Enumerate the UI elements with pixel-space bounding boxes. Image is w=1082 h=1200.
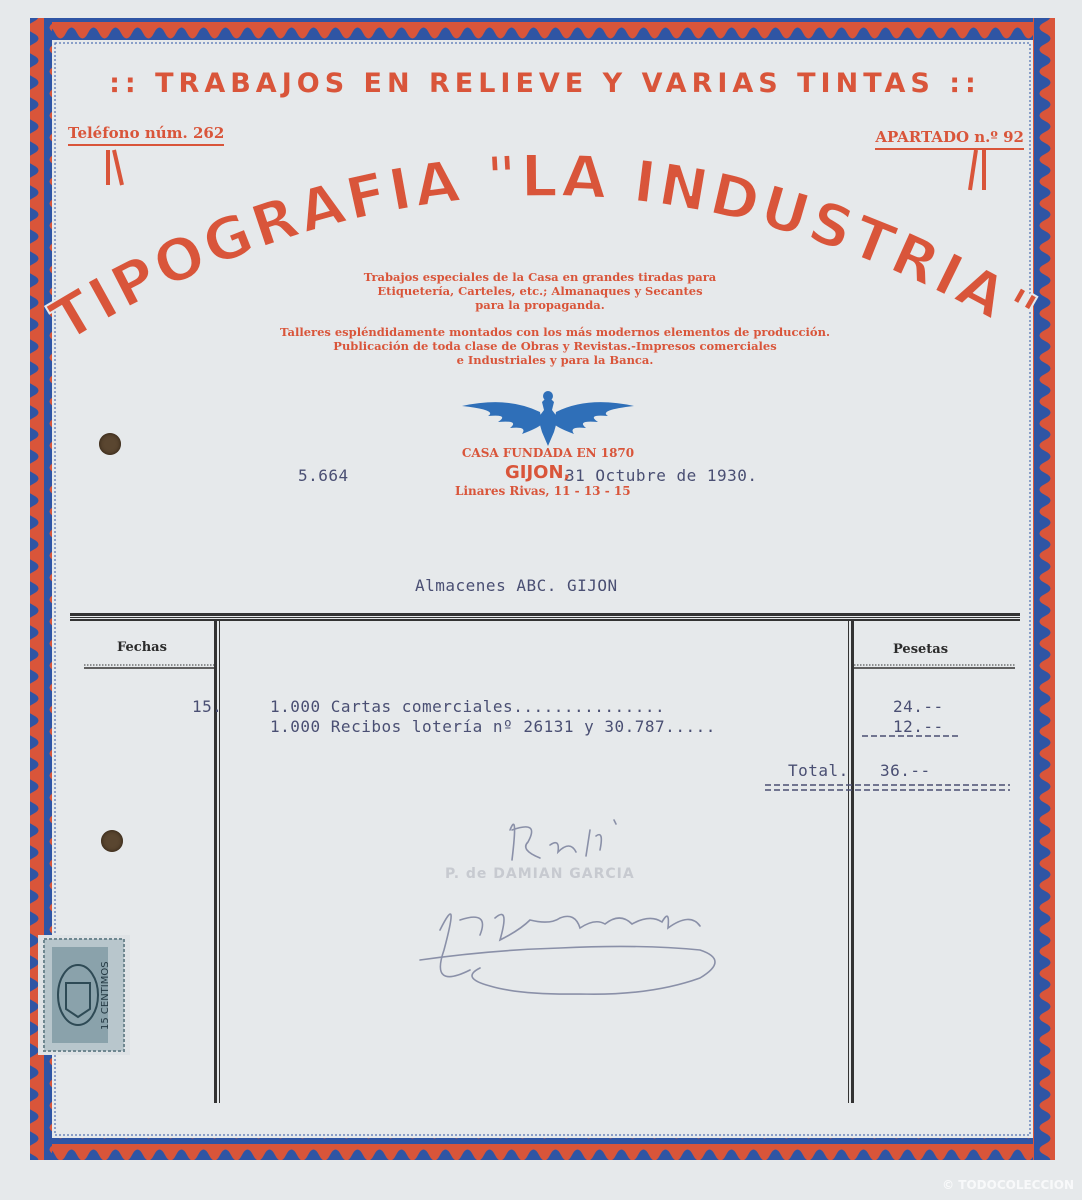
line-date: 15. <box>192 697 223 716</box>
line-amount: 12.-- <box>893 717 944 736</box>
city: GIJON, <box>505 462 571 483</box>
invoice-number: 5.664 <box>298 466 349 485</box>
line-amount: 24.-- <box>893 697 944 716</box>
watermark: © TODOCOLECCION <box>942 1178 1074 1192</box>
column-header-dates: Fechas <box>117 640 167 655</box>
handwritten-signature <box>400 800 740 1010</box>
eagle-emblem-icon <box>458 388 638 450</box>
address: Linares Rivas, 11 - 13 - 15 <box>455 484 631 498</box>
total-label: Total. <box>788 761 849 780</box>
received-stamp: P. de DAMIAN GARCIA <box>445 866 635 882</box>
punch-hole <box>99 433 121 455</box>
invoice-date: 31 Octubre de 1930. <box>565 466 758 485</box>
line-description: 1.000 Cartas comerciales............... <box>270 697 666 716</box>
workshop-blurb <box>230 325 880 367</box>
founded-year: CASA FUNDADA EN 1870 <box>461 446 635 460</box>
blurb-line: para la propaganda. <box>475 298 605 312</box>
punch-hole <box>101 830 123 852</box>
company-name: TIPOGRAFIA "LA INDUSTRIA" <box>39 142 1051 355</box>
letterhead-slogan: :: TRABAJOS EN RELIEVE Y VARIAS TINTAS :: <box>109 68 981 99</box>
revenue-stamp-value: 15 CENTIMOS <box>100 961 111 1031</box>
po-box: APARTADO n.º 92 <box>875 128 1024 150</box>
blurb-line: Talleres espléndidamente montados con los más modernos elementos de producción. <box>280 325 830 339</box>
blurb-line: e Industriales y para la Banca. <box>456 353 654 367</box>
blurb-line: Trabajos especiales de la Casa en grandes tiradas para <box>363 270 717 284</box>
phone-number: Teléfono núm. 262 <box>68 124 224 146</box>
total-value: 36.-- <box>880 761 931 780</box>
blurb-line: Publicación de toda clase de Obras y Revistas.-Impresos comerciales <box>333 339 777 353</box>
line-description: 1.000 Recibos lotería nº 26131 y 30.787..... <box>270 717 716 736</box>
blurb-line: Etiquetería, Carteles, etc.; Almanaques y Secantes <box>377 284 703 298</box>
column-header-amount: Pesetas <box>893 642 949 657</box>
recipient: Almacenes ABC. GIJON <box>415 576 618 595</box>
services-blurb <box>260 270 820 312</box>
